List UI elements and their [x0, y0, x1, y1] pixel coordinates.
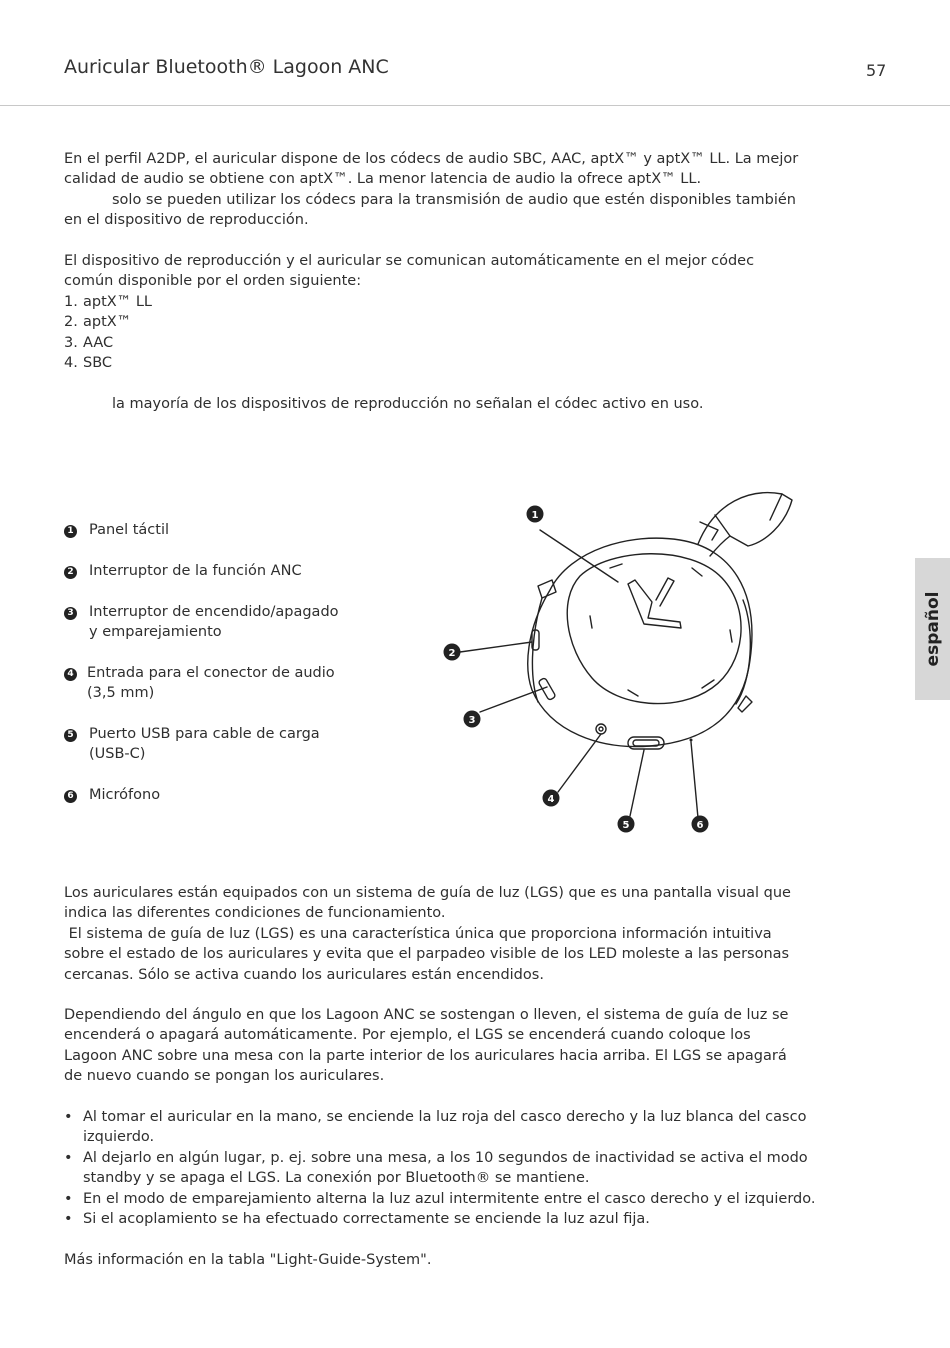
callout-number: 3 — [468, 715, 476, 726]
paragraph-codecs — [64, 149, 894, 231]
text-line: Lagoon ANC sobre una mesa con la parte interior de los auriculares hacia arriba. El LGS se apagará — [64, 1047, 787, 1064]
text-line: de nuevo cuando se pongan los auriculares. — [64, 1068, 385, 1085]
legend-label: Interruptor de la función ANC — [89, 563, 302, 579]
list-label: aptX™ — [83, 314, 132, 331]
leader-line — [630, 750, 644, 816]
text-line: Más información en la tabla "Light-Guide-System". — [64, 1252, 432, 1268]
legend-item-usb-port — [64, 724, 320, 765]
text-line: encenderá o apagará automáticamente. Por ejemplo, el LGS se encenderá cuando coloque los — [64, 1027, 751, 1044]
leader-line — [460, 642, 532, 652]
list-label: AAC — [83, 334, 114, 351]
leader-line — [558, 734, 601, 792]
callout-number: 4 — [547, 794, 555, 805]
legend-item-audio-jack — [64, 663, 335, 704]
bullet-symbol: • — [64, 1109, 73, 1125]
language-tab — [915, 558, 950, 700]
page-header-title: Auricular Bluetooth® Lagoon ANC — [64, 56, 389, 78]
callout-number: 1 — [531, 510, 539, 521]
legend-item-power-switch — [64, 602, 339, 643]
bullet-symbol: • — [64, 1149, 73, 1166]
list-number: 4. — [64, 355, 78, 372]
headphone-diagram — [430, 480, 810, 840]
bullet-item — [64, 1209, 894, 1229]
text-line: El dispositivo de reproducción y el auricular se comunican automáticamente en el mejor códec — [64, 253, 755, 269]
light-guide-marks — [590, 564, 732, 696]
header-divider — [0, 105, 950, 106]
leader-line — [691, 742, 698, 818]
legend-label: Entrada para el conector de audio — [87, 665, 335, 681]
text-line: Al tomar el auricular en la mano, se enciende la luz roja del casco derecho y la luz blanca del casco — [83, 1109, 807, 1125]
legend-label: (USB-C) — [89, 746, 146, 763]
paragraph-angle — [64, 1005, 894, 1087]
text-line: El sistema de guía de luz (LGS) es una característica única que proporciona información intuitiva — [64, 925, 772, 942]
legend-number-badge: 6 — [64, 790, 77, 803]
list-label: aptX™ LL — [83, 293, 152, 310]
legend-label: Puerto USB para cable de carga — [89, 726, 320, 742]
text-line: sobre el estado de los auriculares y evita que el parpadeo visible de los LED moleste a las personas — [64, 946, 790, 963]
list-label: SBC — [83, 355, 113, 372]
legend-number-badge: 4 — [64, 668, 77, 681]
bullet-symbol: • — [64, 1190, 73, 1207]
paragraph-codec-order — [64, 251, 894, 373]
callout-number: 5 — [622, 820, 630, 831]
audio-jack — [599, 727, 603, 731]
text-line: solo se pueden utilizar los códecs para la transmisión de audio que estén disponibles también — [112, 191, 796, 208]
legend-number-badge: 1 — [64, 525, 77, 538]
bullet-symbol: • — [64, 1211, 73, 1228]
legend-number-badge: 2 — [64, 566, 77, 579]
headband-detail — [715, 494, 782, 536]
paragraph-light-guide — [64, 883, 894, 985]
bullet-item — [64, 1148, 894, 1189]
leader-line — [540, 530, 618, 582]
text-line: En el modo de emparejamiento alterna la luz azul intermitente entre el casco derecho y el izquierdo. — [83, 1190, 816, 1207]
more-info-note — [64, 1250, 894, 1270]
list-number: 2. — [64, 314, 78, 331]
logo-mark — [628, 580, 681, 628]
legend-label: Micrófono — [89, 787, 161, 803]
list-item — [64, 333, 894, 353]
text-line: standby y se apaga el LGS. La conexión por Bluetooth® se mantiene. — [83, 1170, 590, 1187]
legend-item-microphone — [64, 785, 160, 805]
cup-hinge-left — [538, 580, 556, 598]
list-item — [64, 353, 894, 373]
text-line: Los auriculares están equipados con un sistema de guía de luz (LGS) que es una pantalla visual que — [64, 885, 791, 901]
legend-number-badge: 5 — [64, 729, 77, 742]
codec-note — [64, 394, 894, 414]
legend-number-badge: 3 — [64, 607, 77, 620]
text-line: en el dispositivo de reproducción. — [64, 212, 309, 229]
callout-number: 6 — [696, 820, 704, 831]
bullet-item — [64, 1107, 894, 1148]
touch-panel-outline — [567, 554, 741, 704]
legend-item-touch-panel — [64, 520, 169, 540]
list-number: 3. — [64, 334, 78, 351]
legend-label: y emparejamiento — [89, 624, 222, 641]
page-number: 57 — [866, 61, 887, 80]
microphone-hole — [690, 739, 693, 742]
language-tab-label: español — [922, 591, 943, 667]
text-line: indica las diferentes condiciones de funcionamiento. — [64, 905, 446, 922]
lgs-bullet-list — [64, 1107, 894, 1229]
list-item — [64, 312, 894, 332]
legend-label: (3,5 mm) — [87, 685, 155, 702]
ear-cup-outline — [528, 538, 752, 746]
list-item — [64, 292, 894, 312]
text-line: Al dejarlo en algún lugar, p. ej. sobre una mesa, a los 10 segundos de inactividad se activa el modo — [83, 1149, 808, 1166]
legend-item-anc-switch — [64, 561, 302, 581]
text-line: izquierdo. — [83, 1129, 155, 1146]
audio-jack — [596, 724, 606, 734]
text-line: común disponible por el orden siguiente: — [64, 273, 362, 290]
text-line: En el perfil A2DP, el auricular dispone de los códecs de audio SBC, AAC, aptX™ y aptX™ LL. La mejor — [64, 151, 799, 167]
text-line: Si el acoplamiento se ha efectuado correctamente se enciende la luz azul fija. — [83, 1211, 650, 1228]
list-number: 1. — [64, 293, 78, 310]
text-line: Dependiendo del ángulo en que los Lagoon ANC se sostengan o lleven, el sistema de guía de luz se — [64, 1007, 789, 1023]
text-line: calidad de audio se obtiene con aptX™. La menor latencia de audio la ofrece aptX™ LL. — [64, 171, 702, 188]
legend-label: Interruptor de encendido/apagado — [89, 604, 339, 620]
callout-number: 2 — [448, 648, 456, 659]
bullet-item — [64, 1189, 894, 1209]
legend-label: Panel táctil — [89, 522, 170, 538]
text-line: la mayoría de los dispositivos de reproducción no señalan el códec activo en uso. — [112, 396, 704, 412]
logo-mark — [656, 578, 674, 606]
text-line: cercanas. Sólo se activa cuando los auriculares están encendidos. — [64, 966, 544, 983]
